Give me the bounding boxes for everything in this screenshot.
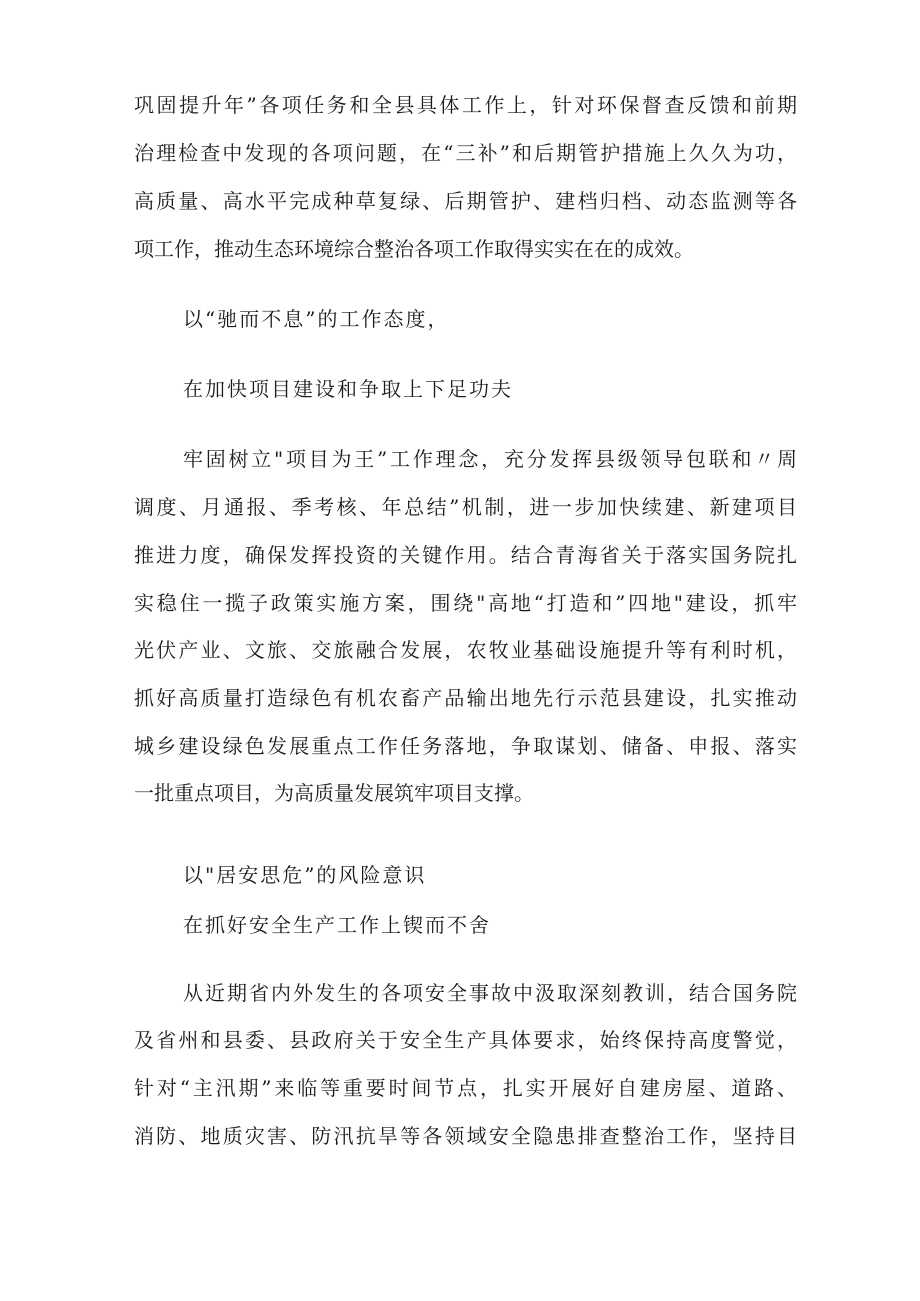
- text-line: 一批重点项目，为高质量发展筑牢项目支撑。: [134, 781, 534, 805]
- text-line: 项工作，推动生态环境综合整治各项工作取得实实在在的成效。: [134, 237, 694, 261]
- section-subheading: 在抓好安全生产工作上锲而不舍: [183, 913, 491, 937]
- text-line: 高质量、高水平完成种草复绿、后期管护、建档归档、动态监测等各: [134, 189, 797, 213]
- section-heading: 以“驰而不息”的工作态度，: [183, 307, 450, 331]
- text-line: 城乡建设绿色发展重点工作任务落地，争取谋划、储备、申报、落实: [134, 734, 797, 758]
- text-line: 推进力度，确保发挥投资的关键作用。结合青海省关于落实国务院扎: [134, 543, 797, 567]
- text-line: 巩固提升年”各项任务和全县具体工作上，针对环保督查反馈和前期: [134, 93, 797, 117]
- text-line: 消防、地质灾害、防汛抗旱等各领域安全隐患排查整治工作，坚持目: [134, 1124, 797, 1148]
- text-line: 从近期省内外发生的各项安全事故中汲取深刻教训，结合国务院: [183, 981, 797, 1005]
- text-line: 实稳住一揽子政策实施方案，围绕"高地“打造和”四地"建设，抓牢: [134, 591, 797, 615]
- text-line: 抓好高质量打造绿色有机农畜产品输出地先行示范县建设，扎实推动: [134, 686, 797, 710]
- text-line: 调度、月通报、季考核、年总结”机制，进一步加快续建、新建项目: [134, 495, 797, 519]
- text-line: 光伏产业、文旅、交旅融合发展，农牧业基础设施提升等有利时机，: [134, 638, 797, 662]
- section-subheading: 在加快项目建设和争取上下足功夫: [183, 377, 513, 401]
- text-line: 针对“主汛期”来临等重要时间节点，扎实开展好自建房屋、道路、: [134, 1076, 797, 1100]
- section-heading: 以"居安思危”的风险意识: [183, 863, 427, 887]
- text-line: 及省州和县委、县政府关于安全生产具体要求，始终保持高度警觉，: [134, 1028, 797, 1052]
- text-line: 牢固树立"项目为王”工作理念，充分发挥县级领导包联和〃周: [183, 447, 797, 471]
- text-line: 治理检查中发现的各项问题，在“三补”和后期管护措施上久久为功，: [134, 141, 797, 165]
